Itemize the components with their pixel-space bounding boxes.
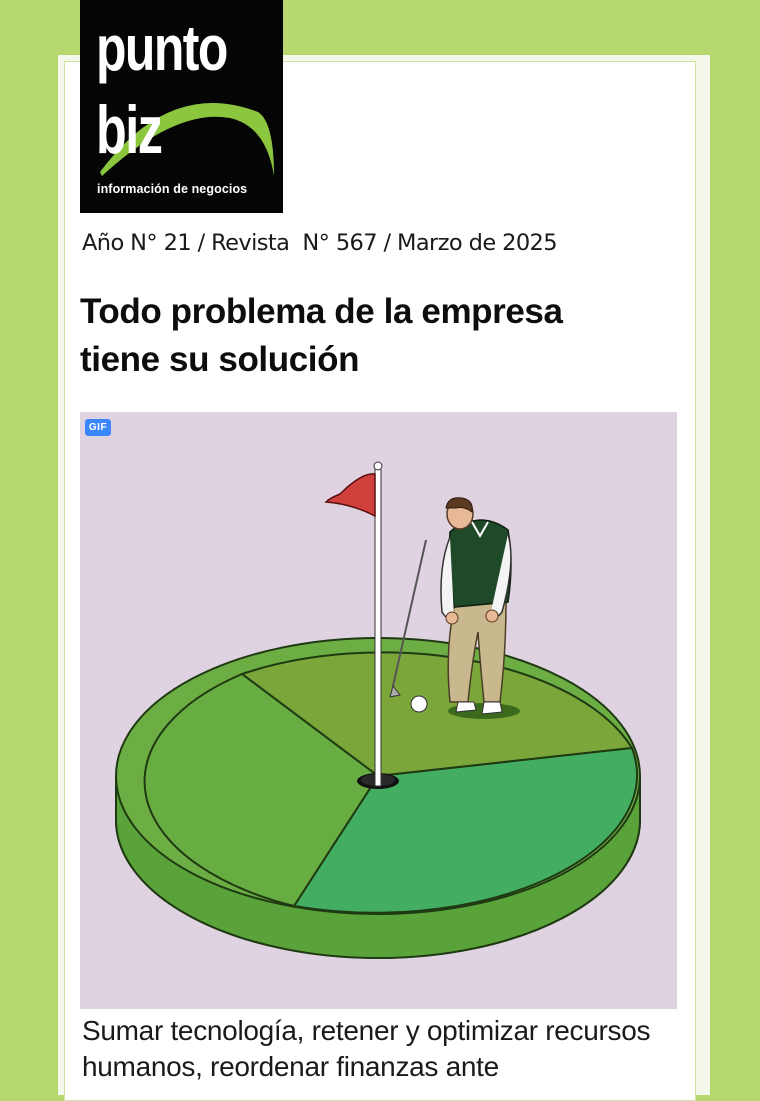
logo-word-punto: punto bbox=[96, 12, 227, 84]
issue-info: Año N° 21 / Revista N° 567 / Marzo de 2025 bbox=[82, 230, 557, 256]
golf-pie-chart-illustration bbox=[80, 412, 677, 1009]
article-lede: Sumar tecnología, retener y optimizar recursos humanos, reordenar finanzas ante bbox=[82, 1015, 651, 1082]
article-illustration[interactable] bbox=[80, 412, 677, 1009]
article-headline[interactable]: Todo problema de la empresa tiene su solución bbox=[80, 292, 563, 379]
puntobiz-logo[interactable] bbox=[80, 0, 283, 213]
logo-word-biz: biz bbox=[96, 92, 162, 168]
gif-badge: GIF bbox=[85, 419, 111, 436]
logo-tagline: información de negocios bbox=[97, 182, 248, 196]
